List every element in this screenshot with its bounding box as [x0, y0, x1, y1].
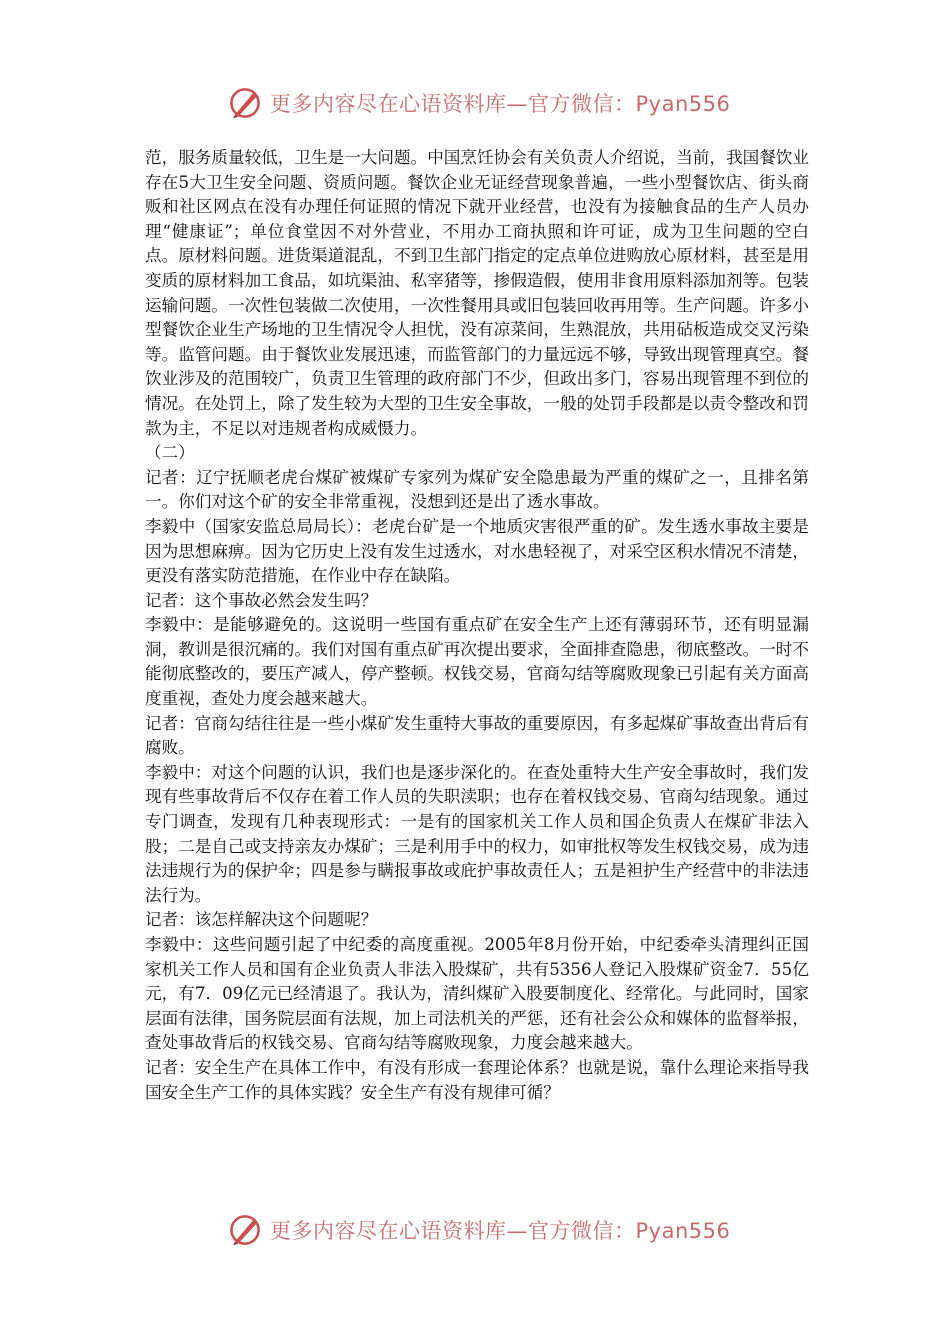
paragraph: 李毅中：对这个问题的认识，我们也是逐步深化的。在查处重特大生产安全事故时，我们发现有些事故背后不仅存在着工作人员的失职渎职；也存在着权钱交易、官商勾结现象。通过专门调查，发现有几种表现形式：一是有的国家机关工作人员和国企负责人在煤矿非法入股；二是自己或支持亲友办煤矿；三是利用手中的权力，如审批权等发生权钱交易，成为违法违规行为的保护伞；四是参与瞒报事故或庇护事故责任人；五是袒护生产经营中的非法违法行为。 [145, 762, 809, 905]
paragraph: 记者：该怎样解决这个问题呢？ [145, 910, 378, 930]
footer-banner [228, 1210, 730, 1250]
paragraph: 李毅中：是能够避免的。这说明一些国有重点矿在安全生产上还有薄弱环节，还有明显漏洞，教训是很沉痛的。我们对国有重点矿再次提出要求，全面排查隐患，彻底整改。一时不能彻底整改的，要压产减人，停产整顿。权钱交易，官商勾结等腐败现象已引起有关方面高度重视，查处力度会越来越大。 [145, 615, 809, 709]
pen-circle-logo-icon [228, 86, 262, 120]
paragraph: 记者：安全生产在具体工作中，有没有形成一套理论体系？也就是说，靠什么理论来指导我国安全生产工作的具体实践？安全生产有没有规律可循？ [145, 1057, 809, 1102]
paragraph: 李毅中（国家安监总局局长）：老虎台矿是一个地质灾害很严重的矿。发生透水事故主要是因为思想麻痹。因为它历史上没有发生过透水，对水患轻视了，对采空区积水情况不清楚，更没有落实防范措施，在作业中存在缺陷。 [145, 516, 809, 586]
section-heading: （二） [145, 443, 195, 463]
paragraph: 记者：辽宁抚顺老虎台煤矿被煤矿专家列为煤矿安全隐患最为严重的煤矿之一，且排名第一。你们对这个矿的安全非常重视，没想到还是出了透水事故。 [145, 467, 809, 512]
paragraph: 范，服务质量较低，卫生是一大问题。中国烹饪协会有关负责人介绍说，当前，我国餐饮业存在5大卫生安全问题、资质问题。餐饮企业无证经营现象普遍，一些小型餐饮店、街头商贩和社区网点在没有办理任何证照的情况下就开业经营，也没有为接触食品的生产人员办理“健康证”；单位食堂因不对外营业，不用办工商执照和许可证，成为卫生问题的空白点。原材料问题。进货渠道混乱，不到卫生部门指定的定点单位进购放心原材料，甚至是用变质的原材料加工食品，如坑渠油、私宰猪等，掺假造假，使用非食用原料添加剂等。包装运输问题。一次性包装做二次使用，一次性餐用具或旧包装回收再用等。生产问题。许多小型餐饮企业生产场地的卫生情况令人担忧，没有凉菜间，生熟混放，共用砧板造成交叉污染等。监管问题。由于餐饮业发展迅速，而监管部门的力量远远不够，导致出现管理真空。餐饮业涉及的范围较广，负责卫生管理的政府部门不少，但政出多门，容易出现管理不到位的情况。在处罚上，除了发生较为大型的卫生安全事故，一般的处罚手段都是以责令整改和罚款为主，不足以对违规者构成威慑力。 [145, 148, 809, 438]
document-body [145, 146, 809, 1105]
paragraph: 记者：这个事故必然会发生吗？ [145, 590, 378, 610]
paragraph: 记者：官商勾结往往是一些小煤矿发生重特大事故的重要原因，有多起煤矿事故查出背后有腐败。 [145, 713, 809, 758]
header-banner [228, 83, 730, 123]
paragraph: 李毅中：这些问题引起了中纪委的高度重视。2005年8月份开始，中纪委牵头清理纠正国家机关工作人员和国有企业负责人非法入股煤矿，共有5356人登记入股煤矿资金7．55亿元，有7．09亿元已经清退了。我认为，清纠煤矿入股要制度化、经常化。与此同时，国家层面有法律，国务院层面有法规，加上司法机关的严惩，还有社会公众和媒体的监督举报，查处事故背后的权钱交易、官商勾结等腐败现象，力度会越来越大。 [145, 935, 809, 1053]
pen-circle-logo-icon [228, 1213, 262, 1247]
header-banner-text: 更多内容尽在心语资料库—官方微信：Pyan556 [270, 92, 731, 116]
footer-banner-text: 更多内容尽在心语资料库—官方微信：Pyan556 [270, 1219, 731, 1243]
